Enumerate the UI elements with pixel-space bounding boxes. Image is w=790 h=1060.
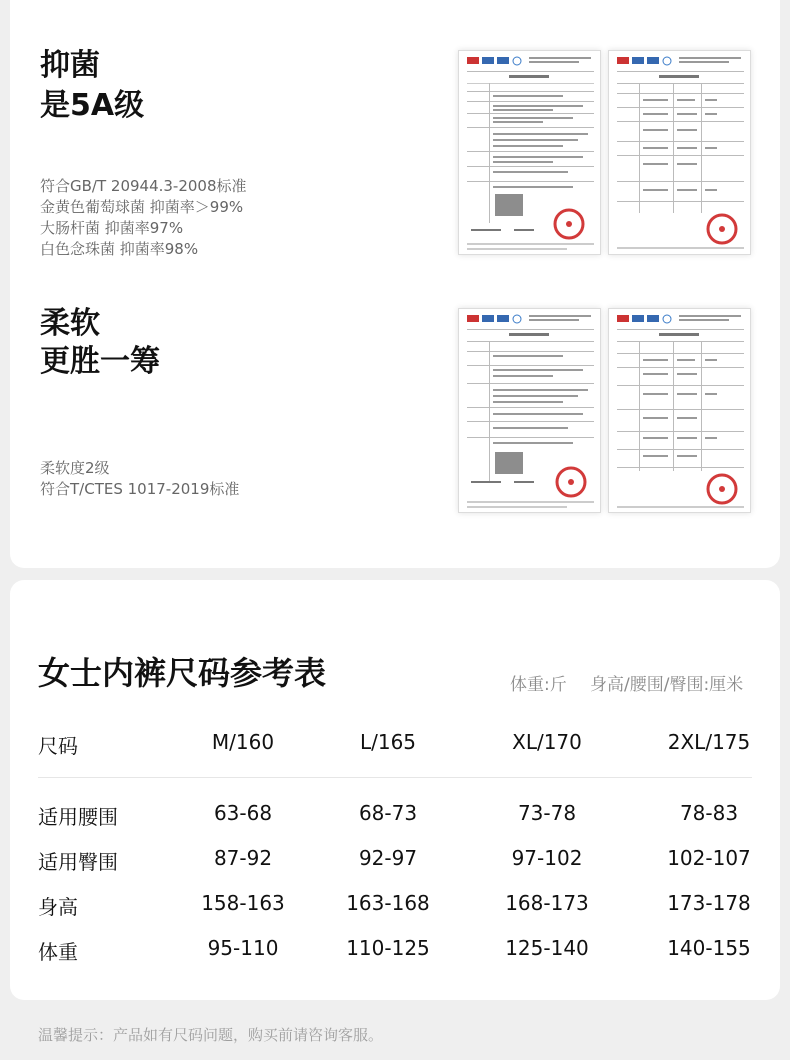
size-value-cell: 78-83 — [679, 801, 739, 825]
size-value-cell: 163-168 — [346, 891, 430, 915]
test-report-image — [608, 308, 751, 513]
antibacterial-title-line2: 是5A级 — [40, 88, 145, 123]
size-value-cell: 158-163 — [201, 891, 285, 915]
body-unit-note: 身高/腰围/臀围:厘米 — [590, 675, 744, 695]
antibacterial-title-line1: 抑菌 — [40, 48, 100, 83]
size-chart-title: 女士内裤尺码参考表 — [38, 654, 327, 692]
size-value-cell: 140-155 — [667, 936, 751, 960]
antibacterial-standard: 符合GB/T 20944.3-2008标准 — [40, 177, 247, 195]
size-value-cell: 95-110 — [207, 936, 279, 960]
size-header-cell: 2XL/175 — [667, 730, 751, 754]
size-row-label: 身高 — [38, 895, 78, 919]
size-value-cell: 102-107 — [667, 846, 751, 870]
size-value-cell: 68-73 — [358, 801, 418, 825]
table-divider — [38, 777, 752, 778]
size-header-label: 尺码 — [38, 734, 78, 758]
size-row-label: 适用臀围 — [38, 850, 118, 874]
size-value-cell: 125-140 — [505, 936, 589, 960]
softness-grade: 柔软度2级 — [40, 459, 110, 477]
antibacterial-ecoli-rate: 大肠杆菌 抑菌率97% — [40, 219, 184, 237]
size-value-cell: 73-78 — [517, 801, 577, 825]
antibacterial-candida-rate: 白色念珠菌 抑菌率98% — [40, 240, 199, 258]
size-header-cell: XL/170 — [512, 730, 582, 754]
size-tip: 温馨提示：产品如有尺码问题，购买前请咨询客服。 — [38, 1026, 384, 1044]
test-report-image — [458, 308, 601, 513]
softness-standard: 符合T/CTES 1017-2019标准 — [40, 480, 240, 498]
size-value-cell: 97-102 — [511, 846, 583, 870]
antibacterial-staph-rate: 金黄色葡萄球菌 抑菌率＞99% — [40, 198, 244, 216]
size-row-label: 体重 — [38, 940, 78, 964]
test-report-image — [608, 50, 751, 255]
size-header-cell: M/160 — [211, 730, 275, 754]
softness-title-line2: 更胜一筹 — [40, 344, 160, 379]
size-value-cell: 87-92 — [213, 846, 273, 870]
size-value-cell: 63-68 — [213, 801, 273, 825]
size-value-cell: 168-173 — [505, 891, 589, 915]
size-value-cell: 110-125 — [346, 936, 430, 960]
size-header-cell: L/165 — [359, 730, 417, 754]
softness-title-line1: 柔软 — [40, 306, 100, 341]
weight-unit-note: 体重:斤 — [510, 675, 567, 695]
size-value-cell: 173-178 — [667, 891, 751, 915]
size-row-label: 适用腰围 — [38, 805, 118, 829]
test-report-image — [458, 50, 601, 255]
size-value-cell: 92-97 — [358, 846, 418, 870]
